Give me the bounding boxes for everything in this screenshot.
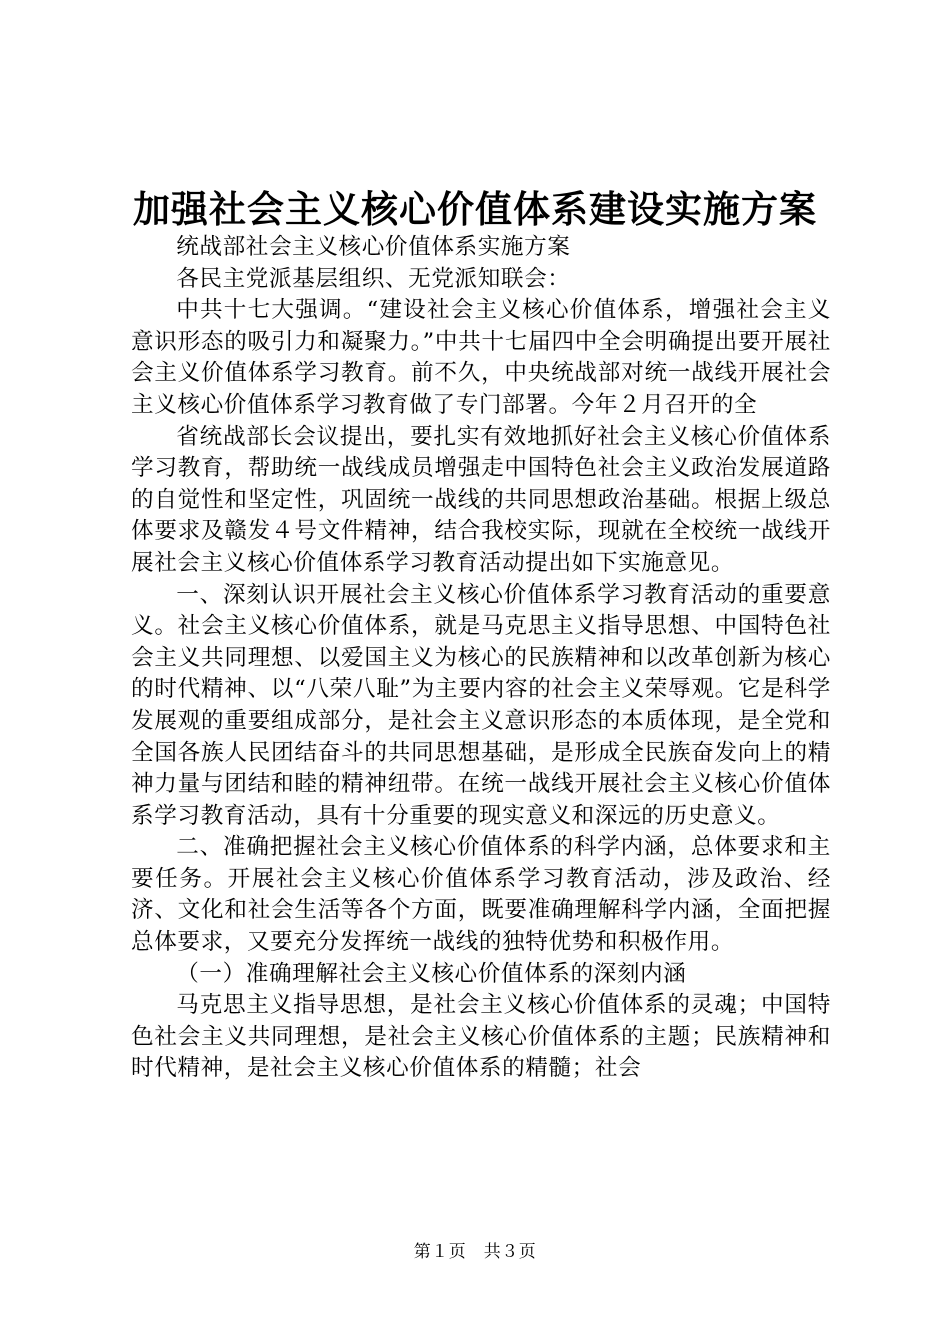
- paragraph: 中共十七大强调。“建设社会主义核心价值体系，增强社会主义意识形态的吸引力和凝聚力。”中共十七届四中全会明确提出要开展社会主义价值体系学习教育。前不久，中央统战部对统一战线开展社会主义核心价值体系学习教育做了专门部署。今年２月召开的全: [131, 297, 831, 418]
- paragraph-section-one: 一、深刻认识开展社会主义核心价值体系学习教育活动的重要意义。社会主义核心价值体系，就是马克思主义指导思想、中国特色社会主义共同理想、以爱国主义为核心的民族精神和以改革创新为核心的时代精神、以“八荣八耻”为主要内容的社会主义荣辱观。它是科学发展观的重要组成部分，是社会主义意识形态的本质体现，是全党和全国各族人民团结奋斗的共同思想基础，是形成全民族奋发向上的精神力量与团结和睦的精神纽带。在统一战线开展社会主义核心价值体系学习教育活动，具有十分重要的现实意义和深远的历史意义。: [131, 581, 831, 829]
- paragraph-subsection-heading: （一）准确理解社会主义核心价值体系的深刻内涵: [176, 960, 687, 987]
- document-title: 加强社会主义核心价值体系建设实施方案: [133, 187, 817, 231]
- page-number-footer: 第１页 共３页: [413, 1242, 537, 1262]
- paragraph: 马克思主义指导思想，是社会主义核心价值体系的灵魂；中国特色社会主义共同理想，是社会主义核心价值体系的主题；民族精神和时代精神，是社会主义核心价值体系的精髓；社会: [131, 992, 831, 1082]
- document-body: [131, 232, 831, 1085]
- paragraph-salutation: 各民主党派基层组织、无党派知联会：: [176, 265, 571, 292]
- paragraph: 省统战部长会议提出，要扎实有效地抓好社会主义核心价值体系学习教育，帮助统一战线成员增强走中国特色社会主义政治发展道路的自觉性和坚定性，巩固统一战线的共同思想政治基础。根据上级总体要求及赣发４号文件精神，结合我校实际，现就在全校统一战线开展社会主义核心价值体系学习教育活动提出如下实施意见。: [131, 423, 831, 576]
- paragraph-section-two: 二、准确把握社会主义核心价值体系的科学内涵，总体要求和主要任务。开展社会主义核心价值体系学习教育活动，涉及政治、经济、文化和社会生活等各个方面，既要准确理解科学内涵，全面把握总体要求，又要充分发挥统一战线的独特优势和积极作用。: [131, 834, 831, 956]
- paragraph-subtitle: 统战部社会主义核心价值体系实施方案: [176, 234, 571, 260]
